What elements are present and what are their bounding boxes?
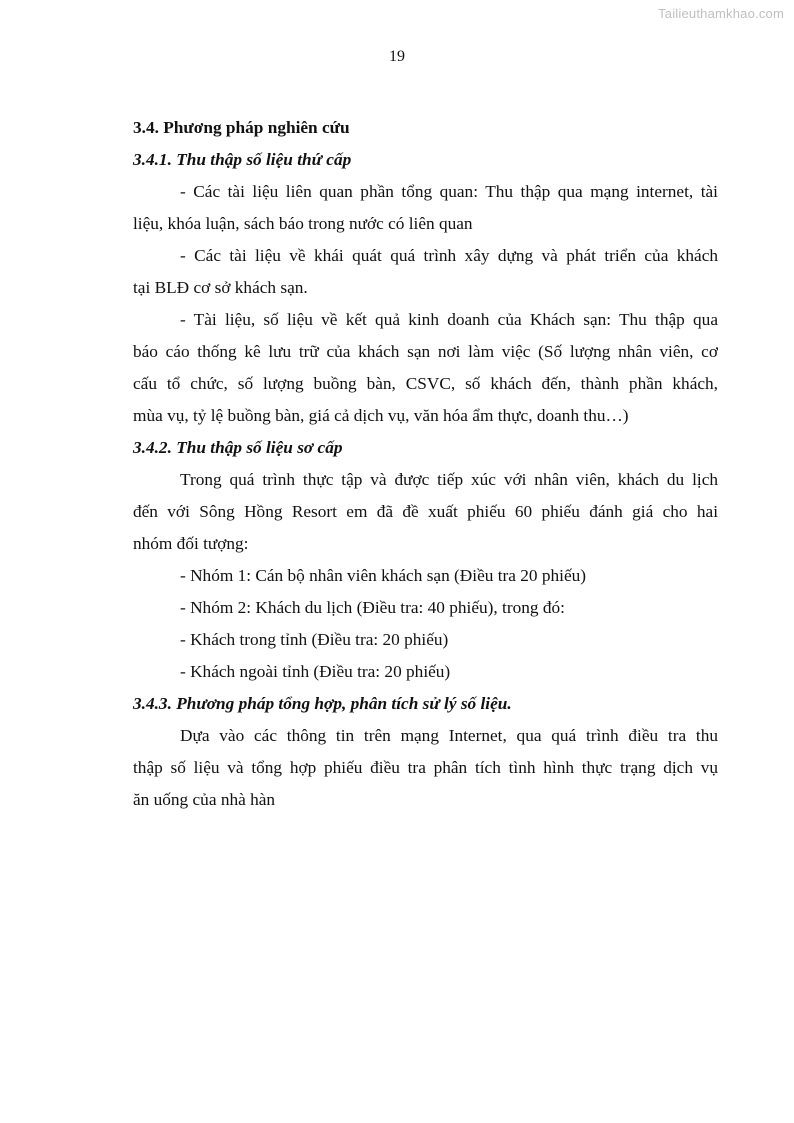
paragraph-line: báo cáo thống kê lưu trữ của khách sạn nơi làm việc (Số lượng nhân viên, cơ [133, 342, 718, 361]
subsection-heading-3-4-3: 3.4.3. Phương pháp tổng hợp, phân tích sử lý số liệu. [133, 694, 512, 713]
paragraph-line: - Các tài liệu liên quan phần tổng quan: Thu thập qua mạng internet, tài [180, 182, 718, 201]
subsection-heading-3-4-1: 3.4.1. Thu thập số liệu thứ cấp [133, 150, 352, 169]
paragraph-line: Dựa vào các thông tin trên mạng Internet, qua quá trình điều tra thu [180, 726, 718, 745]
paragraph-line: liệu, khóa luận, sách báo trong nước có liên quan [133, 214, 473, 233]
document-body [133, 112, 718, 816]
paragraph-line: Trong quá trình thực tập và được tiếp xúc với nhân viên, khách du lịch [180, 470, 718, 489]
paragraph-line: thập số liệu và tổng hợp phiếu điều tra phân tích tình hình thực trạng dịch vụ [133, 758, 718, 777]
paragraph-line: ăn uống của nhà hàn [133, 790, 276, 809]
paragraph-line: tại BLĐ cơ sở khách sạn. [133, 278, 308, 297]
list-item: - Khách trong tỉnh (Điều tra: 20 phiếu) [180, 630, 449, 649]
paragraph-line: nhóm đối tượng: [133, 534, 249, 553]
subsection-heading-3-4-2: 3.4.2. Thu thập số liệu sơ cấp [133, 438, 343, 457]
paragraph-line: - Các tài liệu về khái quát quá trình xây dựng và phát triển của khách [180, 246, 718, 265]
list-item: - Nhóm 2: Khách du lịch (Điều tra: 40 phiếu), trong đó: [180, 598, 565, 617]
paragraph-line: - Tài liệu, số liệu về kết quả kinh doanh của Khách sạn: Thu thập qua [180, 310, 718, 329]
section-heading: 3.4. Phương pháp nghiên cứu [133, 118, 350, 137]
list-item: - Nhóm 1: Cán bộ nhân viên khách sạn (Điều tra 20 phiếu) [180, 566, 587, 585]
paragraph-line: cấu tổ chức, số lượng buồng bàn, CSVC, số khách đến, thành phần khách, [133, 374, 718, 393]
list-item: - Khách ngoài tỉnh (Điều tra: 20 phiếu) [180, 662, 451, 681]
page-number: 19 [389, 48, 405, 65]
watermark: Tailieuthamkhao.com [658, 6, 784, 21]
paragraph-line: mùa vụ, tỷ lệ buồng bàn, giá cả dịch vụ, văn hóa ẩm thực, doanh thu…) [133, 406, 629, 425]
paragraph-line: đến với Sông Hồng Resort em đã đề xuất phiếu 60 phiếu đánh giá cho hai [133, 502, 718, 521]
